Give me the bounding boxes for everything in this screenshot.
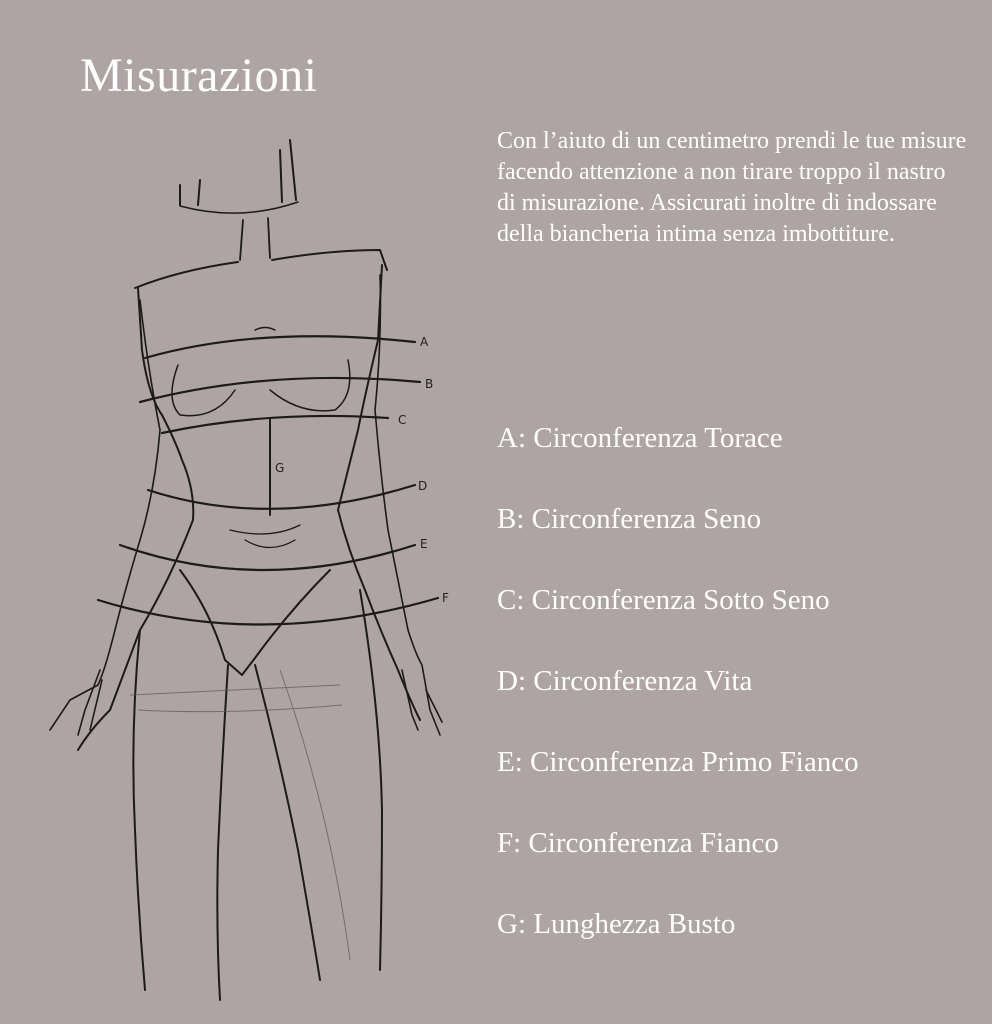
- shoulders: [135, 250, 387, 288]
- measure-line-d: [148, 485, 415, 509]
- legend-item-a: A: Circonferenza Torace: [497, 422, 783, 454]
- legend-item-e: E: Circonferenza Primo Fianco: [497, 746, 859, 778]
- legend-item-g: G: Lunghezza Busto: [497, 908, 736, 940]
- body-measurement-sketch: [30, 110, 480, 1010]
- measurement-legend: [497, 418, 859, 985]
- hair-strokes: [180, 140, 296, 205]
- label-c: C: [398, 413, 407, 427]
- legend-item-f: F: Circonferenza Fianco: [497, 827, 779, 859]
- legend-item-c: C: Circonferenza Sotto Seno: [497, 584, 830, 616]
- measure-line-e: [120, 545, 415, 570]
- label-f: F: [442, 591, 449, 605]
- neck: [240, 218, 270, 260]
- bust-lines: [172, 328, 350, 416]
- label-d: D: [418, 479, 428, 493]
- label-g: G: [275, 461, 285, 475]
- label-a: A: [420, 335, 429, 349]
- measure-line-f: [98, 598, 438, 625]
- legend-item-b: B: Circonferenza Seno: [497, 503, 762, 535]
- light-guide-lines: [130, 670, 350, 960]
- navel-lines: [230, 525, 300, 548]
- page-title: Misurazioni: [80, 49, 318, 102]
- label-b: B: [425, 377, 434, 391]
- right-arm: [375, 275, 442, 735]
- measure-line-c: [162, 416, 388, 433]
- legend-item-d: D: Circonferenza Vita: [497, 665, 753, 697]
- sketch-figure-svg: [30, 110, 480, 1010]
- legs: [133, 590, 382, 1000]
- label-e: E: [420, 537, 428, 551]
- intro-text: Con l’aiuto di un centimetro prendi le tue misure facendo attenzione a non tirare troppo il nastro di misurazione. Assicurati inoltre di indossare della biancheria intima senza imbottiture.: [497, 128, 967, 247]
- torso-right-outline: [338, 265, 420, 720]
